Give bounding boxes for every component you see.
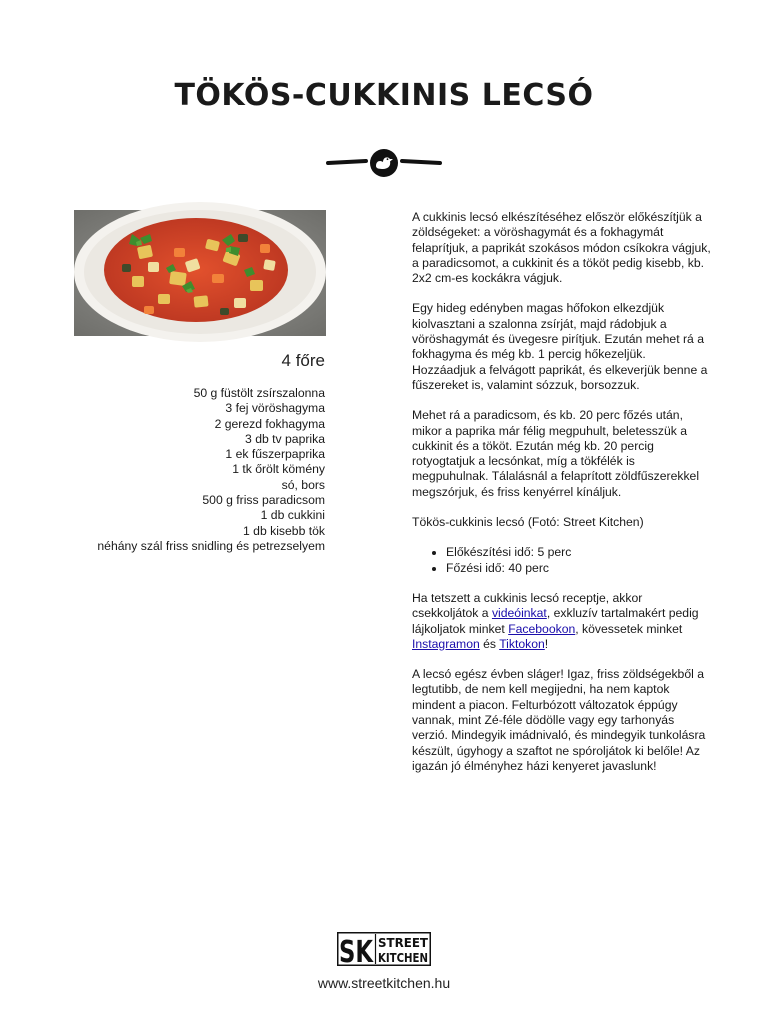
svg-text:SK: SK: [339, 935, 375, 970]
street-kitchen-logo: [337, 932, 431, 970]
social-text: Ha tetszett a cukkinis lecsó receptje, akkor csekkoljátok a: [412, 590, 643, 621]
social-text: !: [544, 636, 549, 651]
cook-time: • Főzési idő: 40 perc: [446, 561, 712, 576]
ingredient-item: 3 db tv paprika: [245, 431, 325, 446]
dish-photo: [74, 210, 326, 336]
website-url: www.streetkitchen.hu: [317, 975, 451, 991]
ingredient-list: [40, 386, 325, 554]
method-paragraph-prep: A cukkinis lecsó elkészítéséhez először előkészítjük a zöldségeket: a vöröshagymát és a fokhagymát felaprítjuk, a paprikát szokásos módon csíkokra vágjuk, a paradicsomot, a cukkinit és a tököt pedig kisebb, kb. 2x2 cm-es kockákra vágjuk.: [412, 210, 711, 286]
social-text: , kövessetek minket: [575, 621, 683, 636]
social-paragraph: [412, 591, 712, 652]
ingredient-item: 3 fej vöröshagyma: [225, 401, 325, 416]
social-text: , exkluzív tartalmakért pedig lájkoljatok minket: [412, 606, 699, 636]
method-paragraph-cooking: Egy hideg edényben magas hőfokon elkezdjük kiolvasztani a szalonna zsírját, majd rádobjuk a vöröshagymát és üvegesre pirítjuk. Ezután mehet rá a fokhagyma és még kb. 1 percig hőkezeljük. Hozzáadjuk a felvágott paprikát, és elkeverjük benne a fűszereket is, valamint sózzuk, borsozzuk.: [412, 301, 708, 392]
svg-text:KITCHEN: KITCHEN: [378, 950, 428, 965]
divider-line-right: [402, 161, 440, 163]
ingredient-item: 50 g füstölt zsírszalonna: [193, 386, 325, 400]
facebook-link[interactable]: Facebookon: [508, 621, 576, 636]
ingredient-item: 500 g friss paradicsom: [202, 493, 325, 508]
ingredient-item: néhány szál friss snidling és petrezselyem: [97, 538, 325, 553]
title-divider: [324, 144, 444, 184]
method-paragraph-tips: A lecsó egész évben sláger! Igaz, friss zöldségekből a legtutibb, de nem kell megijedni, ha nem kaptok mindent a piacon. Felturbózott változatok éppúgy vannak, mint Zé-féle dödölle vagy egy tarhonyás verzió. Mindegyik imádnivaló, és mindegyik tunkolásra készült, úgyhogy a szaftot ne spóroljátok ki belőle! Az igazán jó élményhez házi kenyeret javaslunk!: [412, 667, 706, 773]
divider-line-left: [328, 161, 366, 163]
photo-caption: Tökös-cukkinis lecsó (Fotó: Street Kitchen): [412, 515, 644, 530]
method-paragraph-finishing: Mehet rá a paradicsom, és kb. 20 perc főzés után, mikor a paprika már félig megpuhult, beletesszük a cukkinit és a tököt. Ezután még kb. 20 percig rotyogtatjuk a lecsónkat, míg a tökfélék is megpuhulnak. Tálalásnál a felaprított zöldfűszerekkel megszórjuk, és friss kenyérrel kínáljuk.: [412, 408, 700, 499]
method-column: [412, 210, 712, 789]
ingredient-item: só, bors: [281, 477, 325, 492]
prep-time: • Előkészítési idő: 5 perc: [446, 545, 712, 560]
recipe-title: TÖKÖS-CUKKINIS LECSÓ: [174, 78, 594, 113]
ingredient-item: 1 ek fűszerpaprika: [225, 447, 325, 462]
ingredient-item: 1 db kisebb tök: [243, 523, 325, 538]
time-list: [412, 545, 712, 576]
svg-text:STREET: STREET: [378, 935, 429, 950]
instagram-link[interactable]: Instagramon: [412, 636, 480, 651]
social-text: és: [479, 636, 500, 651]
duck-icon: [370, 149, 398, 177]
tiktok-link[interactable]: Tiktokon: [499, 636, 545, 651]
ingredient-item: 2 gerezd fokhagyma: [214, 416, 325, 431]
ingredient-item: 1 tk őrölt kömény: [232, 462, 325, 477]
ingredient-item: 1 db cukkini: [260, 508, 325, 523]
videos-link[interactable]: videóinkat: [491, 606, 547, 621]
servings: 4 főre: [281, 351, 325, 370]
